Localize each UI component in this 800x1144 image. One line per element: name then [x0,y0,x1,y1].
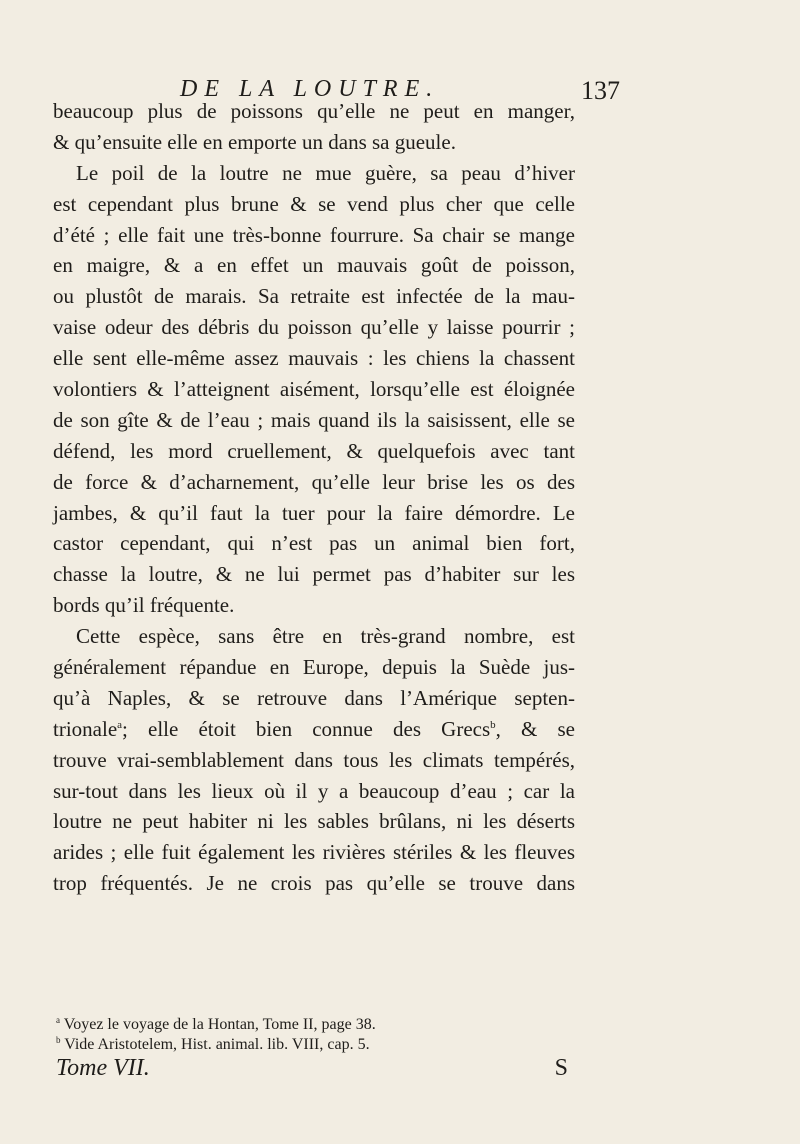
text-line: sur-tout dans les lieux où il y a beaucoup d’eau ; car la [53,778,575,803]
text-line: d’été ; elle fait une très-bonne fourrure. Sa chair se mange [53,222,575,247]
signature-line [56,1055,576,1083]
text-line: qu’à Naples, & se retrouve dans l’Amérique septen- [53,685,575,710]
text-line: trop fréquentés. Je ne crois pas qu’elle se trouve dans [53,871,575,896]
body-text [53,96,575,899]
text-line: généralement répandue en Europe, depuis la Suède jus- [53,655,575,680]
volume-label: Tome VII. [56,1055,150,1081]
footnotes [56,1015,576,1055]
page-number: 137 [581,76,620,105]
text-line: elle sent elle-même assez mauvais : les chiens la chassent [53,346,575,371]
footnote-marker: a [56,1015,60,1025]
text-line: trouve vrai-semblablement dans tous les climats tempérés, [53,747,575,772]
signature-mark: S [554,1055,568,1081]
text-line: bords qu’il fréquente. [53,593,235,618]
text-fragment: ; elle étoit bien connue des Grecs [122,716,491,741]
text-line: en maigre, & a en effet un mauvais goût de poisson, [53,253,575,278]
text-line [53,714,575,745]
footnote-text: Voyez le voyage de la Hontan, Tome II, page 38. [63,1016,376,1033]
text-line: loutre ne peut habiter ni les sables brûlans, ni les déserts [53,809,575,834]
footnote-marker: b [56,1035,61,1045]
text-line: & qu’ensuite elle en emporte un dans sa gueule. [53,129,456,154]
text-line: ou plustôt de marais. Sa retraite est infectée de la mau- [53,284,575,309]
footnote [56,1035,576,1055]
text-line: castor cependant, qui n’est pas un animal bien fort, [53,531,575,556]
text-line: chasse la loutre, & ne lui permet pas d’habiter sur les [53,562,575,587]
footnote-text: Vide Aristotelem, Hist. animal. lib. VIII, cap. 5. [64,1036,370,1053]
text-line: défend, les mord cruellement, & quelquefois avec tant [53,438,575,463]
footnote-marker-a: a [117,718,123,731]
text-line: volontiers & l’atteignent aisément, lorsqu’elle est éloignée [53,377,575,402]
text-line: Cette espèce, sans être en très-grand nombre, est [76,624,575,649]
footnote-marker-b: b [490,718,496,731]
text-line: de son gîte & de l’eau ; mais quand ils la saisissent, elle se [53,407,575,432]
text-line: vaise odeur des débris du poisson qu’elle y laisse pourrir ; [53,315,575,340]
text-line: jambes, & qu’il faut la tuer pour la faire démordre. Le [53,500,575,525]
text-line: Le poil de la loutre ne mue guère, sa peau d’hiver [76,160,575,185]
text-line: beaucoup plus de poissons qu’elle ne peut en manger, [53,99,575,123]
text-fragment: trionale [53,716,118,741]
footnote [56,1015,576,1035]
text-line: arides ; elle fuit également les rivières stériles & les fleuves [53,840,575,865]
running-title: DE LA LOUTRE. [180,76,440,102]
text-line: est cependant plus brune & se vend plus cher que celle [53,191,575,216]
text-line: de force & d’acharnement, qu’elle leur brise les os des [53,469,575,494]
text-fragment: , & se [495,716,576,741]
